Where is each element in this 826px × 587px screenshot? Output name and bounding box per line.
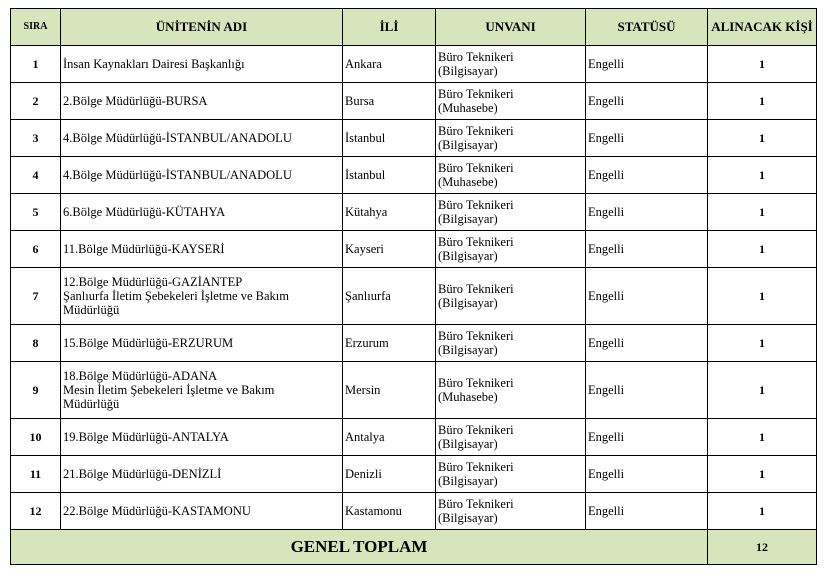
job-title-line: Büro Teknikeri [438,87,514,101]
city: Kastamonu [343,493,436,530]
unit-name-line: 15.Bölge Müdürlüğü-ERZURUM [63,336,234,350]
job-title [436,83,586,120]
row-number: 11 [11,456,61,493]
job-title-line: Büro Teknikeri [438,50,514,64]
unit-name [61,120,343,157]
header-sira: SIRA [11,9,61,46]
table-body [11,46,817,530]
job-title-line: Büro Teknikeri [438,124,514,138]
unit-name-line: 19.Bölge Müdürlüğü-ANTALYA [63,430,229,444]
job-title-line: (Bilgisayar) [438,343,498,357]
row-number: 9 [11,362,61,419]
city: Bursa [343,83,436,120]
unit-name-line: Müdürlüğü [63,397,120,411]
unit-name [61,194,343,231]
row-number: 7 [11,268,61,325]
table-row [11,493,817,530]
city: Kayseri [343,231,436,268]
status: Engelli [586,419,708,456]
hire-count: 1 [708,456,817,493]
city: Mersin [343,362,436,419]
hire-count: 1 [708,419,817,456]
status: Engelli [586,231,708,268]
city: Erzurum [343,325,436,362]
unit-name-line: 6.Bölge Müdürlüğü-KÜTAHYA [63,205,226,219]
table-row [11,268,817,325]
unit-name-line: 12.Bölge Müdürlüğü-GAZİANTEP [63,275,243,289]
unit-name-line: 2.Bölge Müdürlüğü-BURSA [63,94,208,108]
status: Engelli [586,268,708,325]
row-number: 3 [11,120,61,157]
row-number: 10 [11,419,61,456]
job-title [436,268,586,325]
total-value: 12 [708,530,817,565]
job-title-line: Büro Teknikeri [438,460,514,474]
hire-count: 1 [708,46,817,83]
table-row [11,456,817,493]
row-number: 8 [11,325,61,362]
unit-name [61,456,343,493]
unit-name [61,419,343,456]
job-title-line: (Muhasebe) [438,175,498,189]
status: Engelli [586,456,708,493]
table-row [11,46,817,83]
job-title-line: (Bilgisayar) [438,474,498,488]
header-city: İLİ [343,9,436,46]
row-number: 12 [11,493,61,530]
unit-name-line: 11.Bölge Müdürlüğü-KAYSERİ [63,242,225,256]
job-title-line: (Bilgisayar) [438,296,498,310]
row-number: 1 [11,46,61,83]
unit-name-line: Şanlıurfa İletim Şebekeleri İşletme ve Bakım [63,289,289,303]
job-title-line: (Bilgisayar) [438,64,498,78]
unit-name-line: Mesin İletim Şebekeleri İşletme ve Bakım [63,383,275,397]
row-number: 4 [11,157,61,194]
status: Engelli [586,493,708,530]
hire-count: 1 [708,231,817,268]
job-title-line: (Bilgisayar) [438,138,498,152]
table-row [11,231,817,268]
city: İstanbul [343,120,436,157]
status: Engelli [586,362,708,419]
city: Denizli [343,456,436,493]
job-title-line: Büro Teknikeri [438,423,514,437]
status: Engelli [586,194,708,231]
status: Engelli [586,157,708,194]
hire-count: 1 [708,194,817,231]
city: İstanbul [343,157,436,194]
job-title-line: Büro Teknikeri [438,235,514,249]
positions-table [10,8,817,565]
unit-name [61,231,343,268]
job-title [436,231,586,268]
city: Ankara [343,46,436,83]
unit-name [61,362,343,419]
job-title [436,362,586,419]
unit-name-line: 22.Bölge Müdürlüğü-KASTAMONU [63,504,251,518]
hire-count: 1 [708,120,817,157]
job-title-line: (Bilgisayar) [438,511,498,525]
unit-name [61,157,343,194]
job-title [436,157,586,194]
job-title-line: (Bilgisayar) [438,437,498,451]
job-title-line: Büro Teknikeri [438,497,514,511]
status: Engelli [586,120,708,157]
unit-name-line: Müdürlüğü [63,303,120,317]
total-row [11,530,817,565]
row-number: 5 [11,194,61,231]
job-title-line: Büro Teknikeri [438,282,514,296]
unit-name-line: 21.Bölge Müdürlüğü-DENİZLİ [63,467,222,481]
unit-name [61,268,343,325]
header-status: STATÜSÜ [586,9,708,46]
job-title-line: Büro Teknikeri [438,376,514,390]
header-row [11,9,817,46]
table-row [11,325,817,362]
table-row [11,83,817,120]
unit-name [61,46,343,83]
status: Engelli [586,325,708,362]
table-row [11,194,817,231]
table-row [11,120,817,157]
row-number: 2 [11,83,61,120]
job-title-line: Büro Teknikeri [438,161,514,175]
job-title [436,493,586,530]
header-count: ALINACAK KİŞİ [708,9,817,46]
job-title [436,419,586,456]
table-row [11,362,817,419]
status: Engelli [586,46,708,83]
job-title-line: Büro Teknikeri [438,198,514,212]
unit-name-line: İnsan Kaynakları Dairesi Başkanlığı [63,57,245,71]
unit-name [61,83,343,120]
unit-name-line: 4.Bölge Müdürlüğü-İSTANBUL/ANADOLU [63,131,292,145]
total-label: GENEL TOPLAM [11,530,708,565]
unit-name-line: 4.Bölge Müdürlüğü-İSTANBUL/ANADOLU [63,168,292,182]
job-title [436,194,586,231]
hire-count: 1 [708,493,817,530]
status: Engelli [586,83,708,120]
hire-count: 1 [708,268,817,325]
job-title [436,456,586,493]
job-title-line: (Bilgisayar) [438,249,498,263]
header-unit: ÜNİTENİN ADI [61,9,343,46]
header-title: UNVANI [436,9,586,46]
unit-name-line: 18.Bölge Müdürlüğü-ADANA [63,369,218,383]
hire-count: 1 [708,83,817,120]
hire-count: 1 [708,157,817,194]
row-number: 6 [11,231,61,268]
job-title [436,120,586,157]
city: Antalya [343,419,436,456]
job-title [436,46,586,83]
city: Kütahya [343,194,436,231]
table-row [11,419,817,456]
hire-count: 1 [708,362,817,419]
job-title-line: (Muhasebe) [438,390,498,404]
unit-name [61,325,343,362]
hire-count: 1 [708,325,817,362]
city: Şanlıurfa [343,268,436,325]
table-row [11,157,817,194]
job-title-line: (Bilgisayar) [438,212,498,226]
job-title [436,325,586,362]
job-title-line: Büro Teknikeri [438,329,514,343]
job-title-line: (Muhasebe) [438,101,498,115]
unit-name [61,493,343,530]
